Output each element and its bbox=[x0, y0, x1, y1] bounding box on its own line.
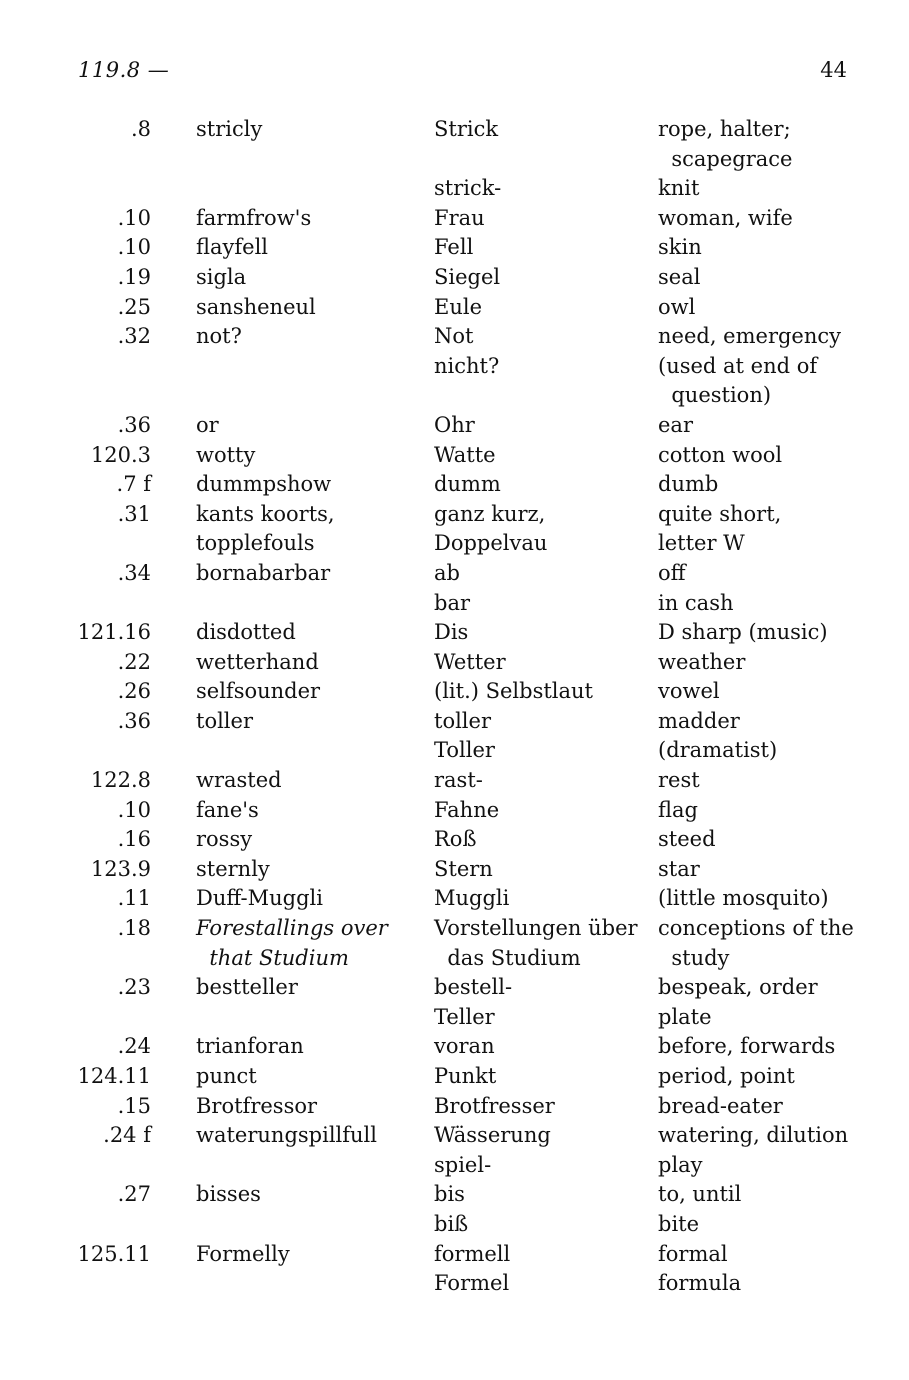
german-source: bis bbox=[434, 1182, 465, 1207]
english-meaning: watering, dilution bbox=[658, 1123, 849, 1148]
wake-word: not? bbox=[196, 324, 242, 349]
german-source: das Studium bbox=[434, 945, 581, 970]
glossary-row bbox=[0, 204, 909, 234]
reference-number: 123.9 bbox=[90, 856, 151, 881]
glossary-row bbox=[0, 1210, 909, 1240]
glossary-row bbox=[0, 796, 909, 826]
reference-number: .23 bbox=[117, 975, 151, 1000]
wake-word: dummpshow bbox=[196, 472, 332, 497]
wake-word: wetterhand bbox=[196, 649, 319, 674]
page-number: 44 bbox=[820, 58, 847, 82]
wake-word: Formelly bbox=[196, 1241, 290, 1266]
reference-number: 124.11 bbox=[77, 1064, 151, 1088]
reference-number: .26 bbox=[117, 679, 151, 704]
wake-word: Duff-Muggli bbox=[196, 886, 323, 911]
glossary-row bbox=[0, 1240, 909, 1270]
reference-number: .10 bbox=[117, 205, 151, 230]
german-source: rast- bbox=[434, 768, 483, 793]
english-meaning: vowel bbox=[658, 679, 720, 704]
german-source: Punkt bbox=[434, 1064, 497, 1088]
german-source: bar bbox=[434, 590, 471, 615]
glossary-row bbox=[0, 500, 909, 530]
german-source: Fell bbox=[434, 235, 474, 260]
wake-word: farmfrow's bbox=[196, 205, 312, 230]
glossary-row bbox=[0, 677, 909, 707]
english-meaning: weather bbox=[658, 649, 746, 674]
english-meaning: (dramatist) bbox=[658, 738, 778, 763]
reference-number: .36 bbox=[117, 708, 151, 733]
english-meaning: play bbox=[658, 1152, 703, 1177]
english-meaning: (used at end of bbox=[658, 353, 818, 378]
glossary-row bbox=[0, 470, 909, 500]
english-meaning: skin bbox=[658, 235, 702, 260]
reference-number: .19 bbox=[117, 264, 151, 289]
english-meaning: period, point bbox=[658, 1064, 795, 1088]
german-source: strick- bbox=[434, 176, 502, 201]
reference-number: .10 bbox=[117, 797, 151, 822]
german-source: Fahne bbox=[434, 797, 500, 822]
glossary-row bbox=[0, 174, 909, 204]
english-meaning: bread-eater bbox=[658, 1093, 783, 1118]
reference-number: 120.3 bbox=[90, 442, 151, 467]
english-meaning: to, until bbox=[658, 1182, 742, 1207]
english-meaning: madder bbox=[658, 708, 740, 733]
wake-word: rossy bbox=[196, 827, 253, 852]
wake-word: fane's bbox=[196, 797, 259, 822]
german-source: Watte bbox=[434, 442, 496, 467]
glossary-table bbox=[0, 115, 909, 1299]
english-meaning: in cash bbox=[658, 590, 734, 615]
reference-number: .7 f bbox=[116, 472, 151, 497]
glossary-row bbox=[0, 855, 909, 885]
english-meaning: ear bbox=[658, 412, 693, 437]
wake-word: waterungspillfull bbox=[196, 1123, 377, 1148]
wake-word: stricly bbox=[196, 117, 263, 141]
glossary-row bbox=[0, 1180, 909, 1210]
glossary-row bbox=[0, 352, 909, 382]
glossary-row bbox=[0, 145, 909, 175]
english-meaning: cotton wool bbox=[658, 442, 783, 467]
german-source: bestell- bbox=[434, 975, 513, 1000]
german-source: Doppelvau bbox=[434, 531, 548, 556]
german-source: nicht? bbox=[434, 353, 500, 378]
wake-word: that Studium bbox=[196, 945, 349, 970]
glossary-row bbox=[0, 1151, 909, 1181]
german-source: spiel- bbox=[434, 1152, 492, 1177]
glossary-row bbox=[0, 648, 909, 678]
reference-number: .8 bbox=[130, 117, 151, 141]
glossary-row bbox=[0, 766, 909, 796]
german-source: Roß bbox=[434, 827, 477, 852]
german-source: Siegel bbox=[434, 264, 501, 289]
glossary-row bbox=[0, 707, 909, 737]
reference-number: .22 bbox=[117, 649, 151, 674]
glossary-row bbox=[0, 1092, 909, 1122]
glossary-row bbox=[0, 944, 909, 974]
german-source: Stern bbox=[434, 856, 493, 881]
german-source: Teller bbox=[434, 1004, 495, 1029]
glossary-row bbox=[0, 1062, 909, 1092]
english-meaning: rest bbox=[658, 768, 700, 793]
german-source: toller bbox=[434, 708, 491, 733]
german-source: biß bbox=[434, 1211, 469, 1236]
reference-number: .18 bbox=[117, 916, 151, 941]
glossary-row bbox=[0, 914, 909, 944]
english-meaning: study bbox=[658, 945, 730, 970]
german-source: dumm bbox=[434, 472, 501, 497]
english-meaning: owl bbox=[658, 294, 696, 319]
glossary-row bbox=[0, 618, 909, 648]
german-source: Toller bbox=[434, 738, 495, 763]
german-source: voran bbox=[434, 1034, 495, 1059]
english-meaning: (little mosquito) bbox=[658, 886, 829, 911]
reference-number: 125.11 bbox=[77, 1241, 151, 1266]
german-source: Wässerung bbox=[434, 1123, 551, 1148]
wake-word: sternly bbox=[196, 856, 270, 881]
reference-number: .24 bbox=[117, 1034, 151, 1059]
english-meaning: flag bbox=[658, 797, 698, 822]
wake-word: disdotted bbox=[196, 620, 296, 645]
english-meaning: knit bbox=[658, 176, 700, 201]
english-meaning: dumb bbox=[658, 472, 719, 497]
wake-word: bisses bbox=[196, 1182, 261, 1207]
reference-number: .10 bbox=[117, 235, 151, 260]
wake-word: bestteller bbox=[196, 975, 298, 1000]
english-meaning: before, forwards bbox=[658, 1034, 836, 1059]
wake-word: topplefouls bbox=[196, 531, 315, 556]
wake-word: sansheneul bbox=[196, 294, 316, 319]
wake-word: sigla bbox=[196, 264, 247, 289]
glossary-row bbox=[0, 293, 909, 323]
reference-number: .31 bbox=[117, 501, 151, 526]
english-meaning: question) bbox=[658, 383, 772, 408]
wake-word: toller bbox=[196, 708, 253, 733]
english-meaning: need, emergency bbox=[658, 324, 842, 349]
german-source: formell bbox=[434, 1241, 511, 1266]
glossary-row bbox=[0, 559, 909, 589]
german-source: Brotfresser bbox=[434, 1093, 555, 1118]
english-meaning: conceptions of the bbox=[658, 916, 854, 941]
glossary-row bbox=[0, 381, 909, 411]
wake-word: or bbox=[196, 412, 219, 437]
wake-word: trianforan bbox=[196, 1034, 304, 1059]
english-meaning: bespeak, order bbox=[658, 975, 818, 1000]
german-source: Formel bbox=[434, 1271, 510, 1296]
reference-number: .24 f bbox=[103, 1123, 151, 1148]
glossary-row bbox=[0, 115, 909, 145]
german-source: Strick bbox=[434, 117, 499, 141]
glossary-row bbox=[0, 529, 909, 559]
german-source: Eule bbox=[434, 294, 482, 319]
reference-number: .27 bbox=[117, 1182, 151, 1207]
english-meaning: formula bbox=[658, 1271, 742, 1296]
reference-number: .36 bbox=[117, 412, 151, 437]
english-meaning: scapegrace bbox=[658, 146, 793, 171]
german-source: Muggli bbox=[434, 886, 510, 911]
wake-word: flayfell bbox=[196, 235, 269, 260]
german-source: Not bbox=[434, 324, 474, 349]
english-meaning: seal bbox=[658, 264, 701, 289]
glossary-row bbox=[0, 322, 909, 352]
english-meaning: quite short, bbox=[658, 501, 782, 526]
english-meaning: bite bbox=[658, 1211, 700, 1236]
german-source: ab bbox=[434, 560, 460, 585]
wake-word: selfsounder bbox=[196, 679, 321, 704]
glossary-row bbox=[0, 1003, 909, 1033]
glossary-row bbox=[0, 233, 909, 263]
english-meaning: rope, halter; bbox=[658, 117, 791, 141]
english-meaning: formal bbox=[658, 1241, 728, 1266]
english-meaning: woman, wife bbox=[658, 205, 793, 230]
glossary-row bbox=[0, 263, 909, 293]
reference-number: 121.16 bbox=[77, 620, 151, 645]
german-source: Frau bbox=[434, 205, 485, 230]
reference-number: .32 bbox=[117, 324, 151, 349]
glossary-row bbox=[0, 825, 909, 855]
english-meaning: plate bbox=[658, 1004, 712, 1029]
wake-word: wotty bbox=[196, 442, 256, 467]
wake-word: bornabarbar bbox=[196, 560, 331, 585]
german-source: Wetter bbox=[434, 649, 506, 674]
glossary-row bbox=[0, 1269, 909, 1299]
german-source: Dis bbox=[434, 620, 469, 645]
german-source: Ohr bbox=[434, 412, 475, 437]
reference-number: 122.8 bbox=[90, 768, 151, 793]
glossary-row bbox=[0, 1121, 909, 1151]
german-source: ganz kurz, bbox=[434, 501, 546, 526]
reference-number: .16 bbox=[117, 827, 151, 852]
english-meaning: steed bbox=[658, 827, 716, 852]
wake-word: Forestallings over bbox=[196, 916, 388, 941]
glossary-row bbox=[0, 1032, 909, 1062]
wake-word: wrasted bbox=[196, 768, 282, 793]
running-head: 119.8 — bbox=[78, 58, 170, 82]
glossary-row bbox=[0, 589, 909, 619]
english-meaning: star bbox=[658, 856, 700, 881]
reference-number: .25 bbox=[117, 294, 151, 319]
english-meaning: D sharp (music) bbox=[658, 620, 828, 645]
english-meaning: off bbox=[658, 560, 686, 585]
wake-word: Brotfressor bbox=[196, 1093, 318, 1118]
english-meaning: letter W bbox=[658, 531, 745, 556]
reference-number: .11 bbox=[117, 886, 151, 911]
reference-number: .34 bbox=[117, 560, 151, 585]
reference-number: .15 bbox=[117, 1093, 151, 1118]
wake-word: kants koorts, bbox=[196, 501, 335, 526]
glossary-row bbox=[0, 884, 909, 914]
german-source: Vorstellungen über bbox=[434, 916, 638, 941]
wake-word: punct bbox=[196, 1064, 257, 1088]
german-source: (lit.) Selbstlaut bbox=[434, 679, 593, 704]
glossary-row bbox=[0, 973, 909, 1003]
glossary-row bbox=[0, 411, 909, 441]
glossary-row bbox=[0, 736, 909, 766]
glossary-row bbox=[0, 441, 909, 471]
